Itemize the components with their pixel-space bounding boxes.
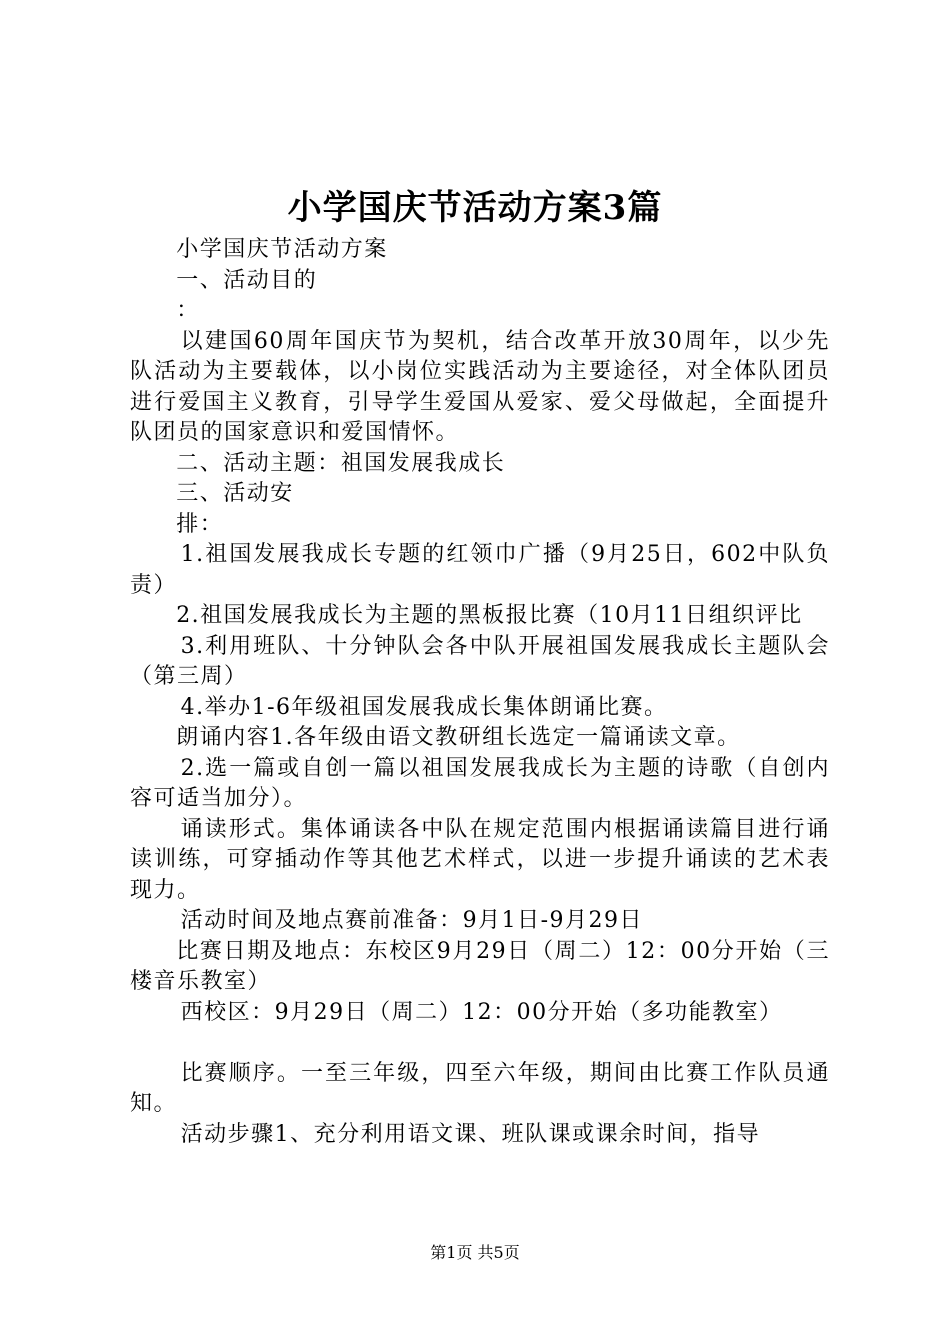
paragraph: 4.举办1-6年级祖国发展我成长集体朗诵比赛。: [180, 694, 668, 720]
paragraph: 以建国60周年国庆节为契机，结合改革开放30周年，以少先队活动为主要载体，以小岗位实践活动为主要途径，对全体队团员进行爱国主义教育，引导学生爱国从爱家、爱父母做起，全面提升队团员的国家意识和爱国情怀。: [130, 328, 830, 445]
paragraph: ：: [176, 298, 200, 323]
page-footer: 第1页 共5页: [430, 1243, 520, 1262]
paragraph: 小学国庆节活动方案: [176, 237, 388, 262]
paragraph: 二、活动主题：祖国发展我成长: [176, 450, 506, 476]
paragraph: 三、活动安: [176, 481, 294, 506]
paragraph: 朗诵内容1.各年级由语文教研组长选定一篇诵读文章。: [176, 725, 741, 750]
document-title: 小学国庆节活动方案3篇: [287, 188, 663, 228]
paragraph: 2.祖国发展我成长为主题的黑板报比赛（10月11日组织评比: [176, 603, 803, 628]
paragraph: 3.利用班队、十分钟队会各中队开展祖国发展我成长主题队会（第三周）: [130, 633, 830, 689]
paragraph: 活动时间及地点赛前准备：9月1日-9月29日: [180, 908, 644, 933]
paragraph: 比赛日期及地点：东校区9月29日（周二）12：00分开始（三楼音乐教室）: [130, 938, 830, 994]
blank-line: [130, 1028, 830, 1059]
paragraph: 2.选一篇或自创一篇以祖国发展我成长为主题的诗歌（自创内容可适当加分）。: [130, 755, 830, 811]
paragraph: 西校区：9月29日（周二）12：00分开始（多功能教室）: [180, 999, 783, 1025]
paragraph: 比赛顺序。一至三年级，四至六年级，期间由比赛工作队员通知。: [130, 1060, 830, 1116]
paragraph: 一、活动目的: [176, 267, 318, 293]
paragraph: 活动步骤1、充分利用语文课、班队课或课余时间，指导: [180, 1121, 761, 1147]
paragraph: 1.祖国发展我成长专题的红领巾广播（9月25日，602中队负责）: [130, 542, 830, 598]
paragraph: 排：: [176, 511, 224, 537]
paragraph: 诵读形式。集体诵读各中队在规定范围内根据诵读篇目进行诵读训练，可穿插动作等其他艺术样式，以进一步提升诵读的艺术表现力。: [130, 816, 830, 903]
document-body: [130, 235, 830, 1150]
